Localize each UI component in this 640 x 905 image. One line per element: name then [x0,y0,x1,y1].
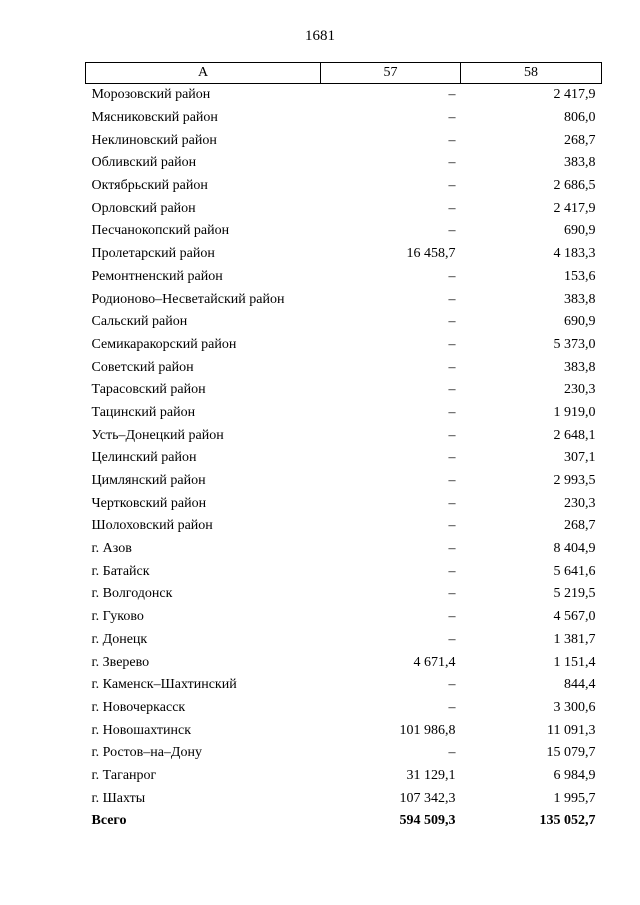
row-name-cell: Чертковский район [91,495,207,511]
value-58-cell: 8 404,9 [553,541,596,557]
row-name-cell: Морозовский район [91,87,211,103]
value-58-cell: 383,8 [564,155,596,171]
value-58-cell: 2 417,9 [553,87,596,103]
table-row [86,243,602,266]
table-row [86,311,602,334]
table-row [86,651,602,674]
table-row [86,629,602,652]
table-row [86,288,602,311]
row-name-cell: Пролетарский район [91,246,215,262]
table-row [86,583,602,606]
table-row [86,492,602,515]
value-58-cell: 1 381,7 [553,631,596,647]
table-row [86,447,602,470]
row-name-cell: Тарасовский район [91,382,206,398]
value-58-cell: 5 219,5 [553,586,596,602]
value-58-cell: 806,0 [564,110,596,126]
value-57-cell: – [448,200,456,216]
table-row [86,129,602,152]
table-row [86,379,602,402]
table-header [86,63,602,84]
value-58-cell: 5 373,0 [553,336,596,352]
row-name-cell: Октябрьский район [91,178,208,194]
row-name-cell: Тацинский район [91,404,196,420]
row-name-cell: Целинский район [91,450,197,466]
row-name-cell: г. Новочеркасск [91,699,186,715]
value-57-cell: 594 509,3 [399,813,456,829]
row-name-cell: Неклиновский район [91,132,217,148]
row-name-cell: г. Волгодонск [91,586,173,602]
table-row [86,470,602,493]
column-header-a: А [86,63,321,84]
value-58-cell: 1 995,7 [553,790,596,806]
value-57-cell: 101 986,8 [399,722,456,738]
value-58-cell: 3 300,6 [553,699,596,715]
value-57-cell: – [448,314,456,330]
value-57-cell: – [448,268,456,284]
header-row [86,63,602,84]
value-58-cell: 268,7 [564,132,596,148]
value-57-cell: – [448,495,456,511]
page-number: 1681 [305,28,335,44]
table-row [86,356,602,379]
value-58-cell: 153,6 [564,268,596,284]
value-57-cell: – [448,563,456,579]
row-name-cell: г. Гуково [91,609,144,625]
row-name-cell: Всего [91,813,127,829]
row-name-cell: Сальский район [91,314,188,330]
row-name-cell: г. Зверево [91,654,150,670]
value-58-cell: 15 079,7 [546,745,596,761]
row-name-cell: г. Каменск–Шахтинский [91,677,237,693]
value-58-cell: 2 993,5 [553,473,596,489]
table-row [86,152,602,175]
row-name-cell: г. Таганрог [91,767,157,783]
table-row [86,538,602,561]
value-57-cell: – [448,132,456,148]
column-header-58: 58 [461,63,602,84]
value-57-cell: – [448,382,456,398]
value-58-cell: 383,8 [564,291,596,307]
value-58-cell: 4 183,3 [553,246,596,262]
row-name-cell: Усть–Донецкий район [91,427,224,443]
value-58-cell: 690,9 [564,223,596,239]
value-57-cell: – [448,699,456,715]
value-57-cell: – [448,223,456,239]
row-name-cell: г. Шахты [91,790,146,806]
value-57-cell: – [448,541,456,557]
value-57-cell: – [448,586,456,602]
value-57-cell: – [448,87,456,103]
table-row [86,220,602,243]
table-row [86,424,602,447]
value-58-cell: 230,3 [564,382,596,398]
value-58-cell: 5 641,6 [553,563,596,579]
table-row [86,197,602,220]
value-58-cell: 1 919,0 [553,404,596,420]
value-57-cell: – [448,291,456,307]
value-58-cell: 2 417,9 [553,200,596,216]
table-row [86,674,602,697]
value-58-cell: 230,3 [564,495,596,511]
value-57-cell: 31 129,1 [406,767,456,783]
row-name-cell: Родионово–Несветайский район [91,291,285,307]
table-row [86,765,602,788]
value-57-cell: – [448,745,456,761]
table-row [86,266,602,289]
value-57-cell: – [448,110,456,126]
value-57-cell: – [448,518,456,534]
table-row [86,334,602,357]
value-57-cell: – [448,450,456,466]
table-row [86,787,602,810]
value-57-cell: 16 458,7 [406,246,456,262]
row-name-cell: Мясниковский район [91,110,218,126]
row-name-cell: г. Новошахтинск [91,722,192,738]
row-name-cell: Ремонтненский район [91,268,223,284]
value-58-cell: 6 984,9 [553,767,596,783]
value-57-cell: – [448,609,456,625]
value-58-cell: 383,8 [564,359,596,375]
table-body [86,84,602,833]
row-name-cell: г. Азов [91,541,132,557]
value-57-cell: – [448,359,456,375]
row-name-cell: Шолоховский район [91,518,213,534]
row-name-cell: г. Ростов–на–Дону [91,745,202,761]
value-58-cell: 2 648,1 [553,427,596,443]
value-58-cell: 268,7 [564,518,596,534]
table-row [86,560,602,583]
value-58-cell: 2 686,5 [553,178,596,194]
row-name-cell: Советский район [91,359,194,375]
row-name-cell: Семикаракорский район [91,336,237,352]
row-name-cell: Орловский район [91,200,196,216]
value-58-cell: 4 567,0 [553,609,596,625]
table-row [86,107,602,130]
value-57-cell: – [448,404,456,420]
total-row [86,810,602,833]
table-row [86,606,602,629]
value-57-cell: 4 671,4 [413,654,456,670]
value-58-cell: 135 052,7 [539,813,596,829]
table-row [86,719,602,742]
data-table [85,62,602,833]
value-58-cell: 690,9 [564,314,596,330]
table-row [86,697,602,720]
table-row [86,742,602,765]
column-header-57: 57 [321,63,461,84]
row-name-cell: Цимлянский район [91,473,206,489]
value-58-cell: 844,4 [564,677,596,693]
value-57-cell: – [448,473,456,489]
value-57-cell: – [448,155,456,171]
row-name-cell: г. Донецк [91,631,148,647]
table-row [86,175,602,198]
value-58-cell: 11 091,3 [547,722,596,738]
row-name-cell: Песчанокопский район [91,223,230,239]
value-57-cell: – [448,631,456,647]
value-58-cell: 307,1 [564,450,596,466]
table-row [86,84,602,107]
value-57-cell: – [448,677,456,693]
value-57-cell: – [448,427,456,443]
table-row [86,515,602,538]
value-57-cell: 107 342,3 [399,790,456,806]
table-row [86,402,602,425]
row-name-cell: г. Батайск [91,563,150,579]
value-58-cell: 1 151,4 [553,654,596,670]
value-57-cell: – [448,336,456,352]
row-name-cell: Обливский район [91,155,197,171]
value-57-cell: – [448,178,456,194]
